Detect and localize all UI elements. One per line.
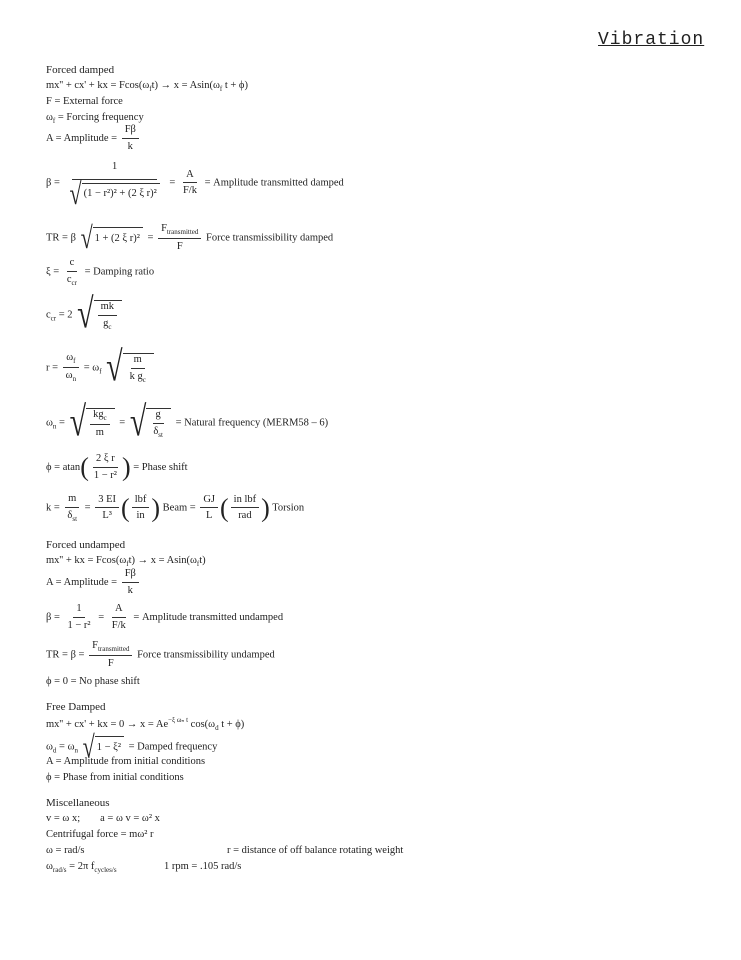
phase-initial-conditions: ϕ = Phase from initial conditions (46, 772, 184, 783)
critical-damping-equation: $c_{cr} = 2$ √ $\frac{mk}{g_c}$ (46, 300, 124, 331)
rpm-conversion: 1 rpm = .105 rad/s (164, 861, 242, 872)
external-force-definition: F = External force (46, 96, 123, 107)
section-heading-forced-undamped: Forced undamped (46, 539, 126, 551)
transmissibility-equation-damped: TR = β √ 1 + (2 ξ r)² = $\frac{F_{transmitted}}{F}$ Force transmissibility damped (46, 220, 334, 256)
amplitude-equation-damped: A = Amplitude = $\frac{F\beta}{k}$ (46, 125, 141, 152)
natural-frequency-equation: $\omega_n$ = √ $\frac{kg_c}{m}$ = √ $\frac{g}{\delta_{st}}$ = Natural frequency (MERM58 – 6) (46, 399, 329, 446)
page-title: Vibration (598, 30, 705, 50)
section-heading-miscellaneous: Miscellaneous (46, 797, 110, 809)
forced-damped-equation-of-motion: mx'' + cx' + kx = $Fcos(\omega_ft) \to x = Asin(\omega_f$ t + ϕ) (46, 80, 248, 93)
amplitude-initial-conditions: A = Amplitude from initial conditions (46, 756, 206, 767)
section-heading-forced-damped: Forced damped (46, 64, 115, 76)
omega-units: ω = rad/s (46, 845, 85, 856)
angular-frequency-conversion: $\omega_{rad/s} = 2\pi$ $f_{cycles/s}$ (46, 861, 117, 874)
transmissibility-equation-undamped: TR = β = $\frac{F_{transmitted}}{F}$ Force transmissibility undamped (46, 640, 275, 669)
phase-shift-equation: ϕ = atan( $\frac{\text{2 ξ r}}{\text{1 − r²}}$ ) = Phase shift (46, 452, 188, 482)
radius-definition: r = distance of off balance rotating weight (227, 845, 404, 856)
forced-undamped-equation-of-motion: mx'' + kx = $Fcos(\omega_ft) \to x = Asin(\omega_ft)$ (46, 555, 206, 568)
velocity-acceleration-relations: v = ω x; a = ω v = ω² x (46, 813, 160, 824)
damped-frequency-equation: $\omega_d = \omega_n$ √ 1 − ξ² = Damped frequency (46, 728, 218, 764)
stiffness-equation: k = $\frac{m}{\delta_{st}}$ = $\frac{3 EI}{\text{L³}}$ ( $\frac{\text{lbf}}{in}$ ) Beam = $\frac{GJ}{L}$ ( $\frac{\text{in lbf}}{\text{rad}}$ ) Torsion (46, 493, 305, 523)
forcing-frequency-definition: $\omega_f$ = Forcing frequency (46, 112, 144, 125)
no-phase-shift-text: ϕ = 0 = No phase shift (46, 676, 140, 687)
beta-equation-damped: β = 1 √ (1 − r²)² + (2 ξ r)² = $\frac{A}{F/k}$ = Amplitude transmitted damped (46, 161, 344, 211)
centrifugal-force-equation: Centrifugal force = mω² r (46, 829, 154, 840)
frequency-ratio-equation: r = $\frac{\omega_f}{\omega_n}$ = $\omega_f$ √ $\frac{m}{k g_c}$ (46, 353, 156, 384)
beta-equation-undamped: β = $\frac{1}{\text{1 − r²}}$ = $\frac{A}{F/k}$ = Amplitude transmitted undamped (46, 603, 284, 631)
damping-ratio-equation: ξ = $\frac{c}{c_{cr}}$ = Damping ratio (46, 257, 155, 287)
section-heading-free-damped: Free Damped (46, 701, 106, 713)
free-damped-equation-of-motion: mx'' + cx' + kx = $0 \to x = Ae^{-\xi \omega_n t}$ $\cos(\omega_d$ t + ϕ) (46, 716, 245, 732)
amplitude-equation-undamped: A = Amplitude = $\frac{F\beta}{k}$ (46, 569, 141, 596)
